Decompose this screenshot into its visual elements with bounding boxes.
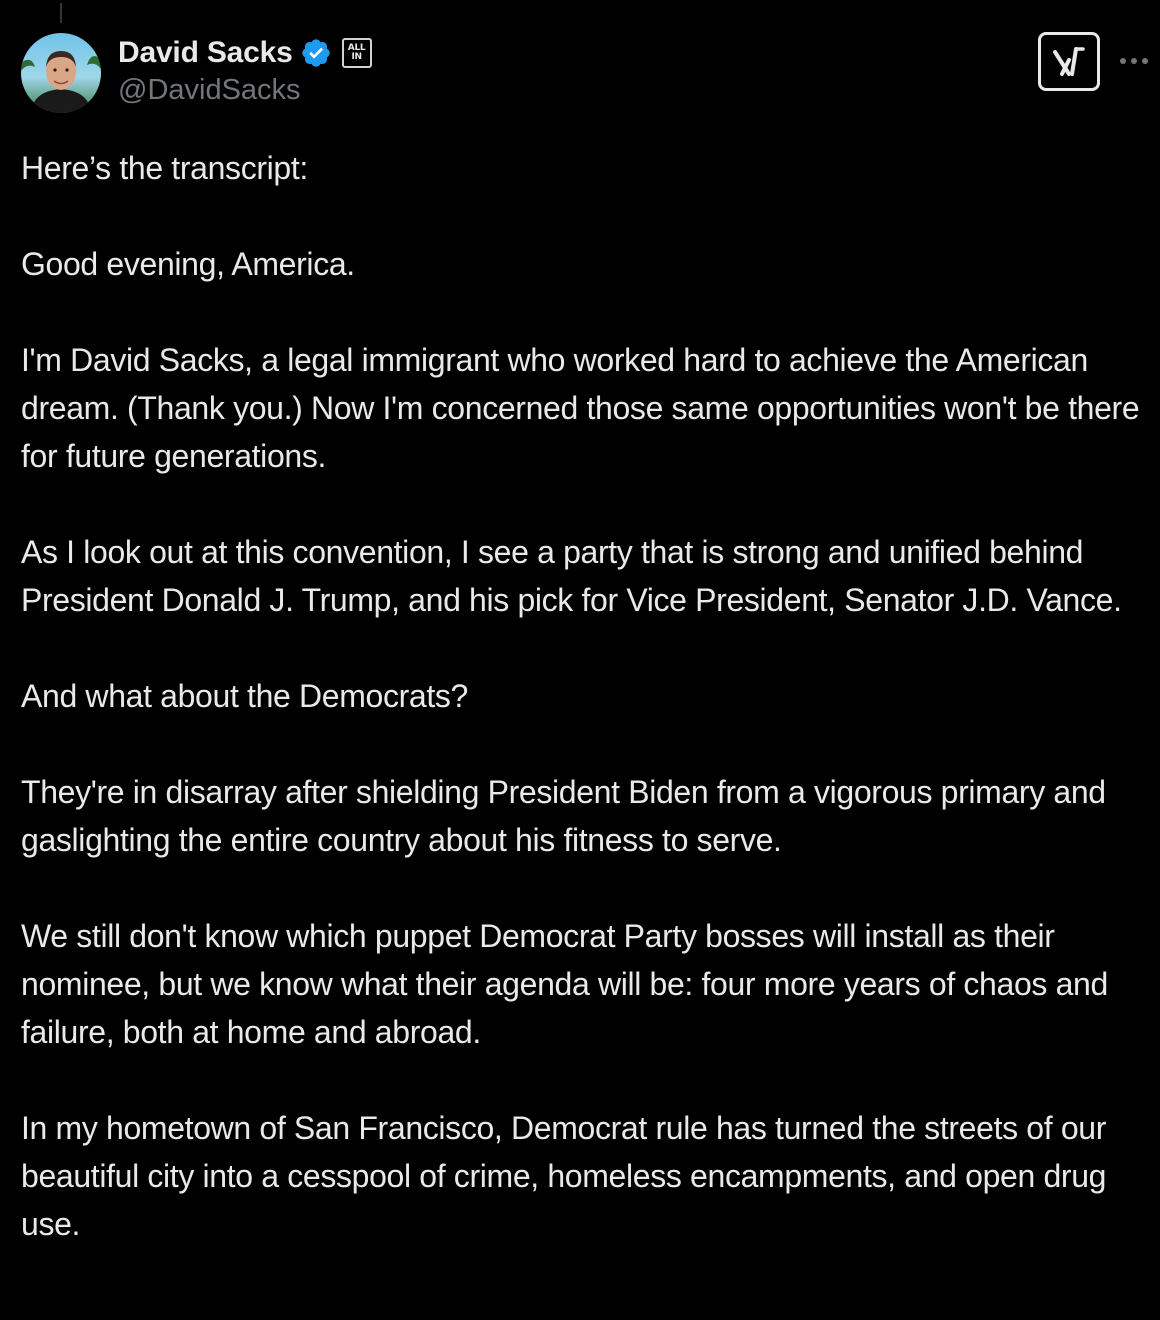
tweet-paragraph: I'm David Sacks, a legal immigrant who worked hard to achieve the American dream. (Thank you.) Now I'm concerned those same opportunities won't be there for future generations. [21, 342, 1140, 474]
tweet-paragraph: As I look out at this convention, I see a party that is strong and unified behind President Donald J. Trump, and his pick for Vice President, Senator J.D. Vance. [21, 534, 1122, 618]
tweet-paragraph: And what about the Democrats? [21, 678, 469, 714]
tweet-paragraph: Good evening, America. [21, 246, 355, 282]
verified-badge-icon[interactable] [300, 37, 332, 69]
grok-icon [1049, 43, 1089, 81]
avatar-photo [21, 33, 101, 113]
author-name-row [118, 32, 372, 74]
grok-button[interactable] [1038, 32, 1100, 91]
more-options-icon [1118, 57, 1150, 65]
tweet-paragraph: We still don't know which puppet Democrat Party bosses will install as their nominee, but we know what their agenda will be: four more years of chaos and failure, both at home and abroad. [21, 918, 1108, 1050]
tweet-text [21, 144, 1156, 1296]
author-display-name[interactable]: David Sacks [118, 36, 293, 69]
tweet-paragraph: In my hometown of San Francisco, Democrat rule has turned the streets of our beautiful city into a cesspool of crime, homeless encampments, and open drug use. [21, 1110, 1107, 1242]
thread-connector-line [60, 3, 62, 23]
affiliate-badge-line2: IN [351, 52, 362, 62]
tweet-paragraph: Here’s the transcript: [21, 150, 308, 186]
author-handle[interactable]: @DavidSacks [118, 74, 301, 106]
more-options-button[interactable] [1116, 46, 1152, 76]
avatar[interactable] [21, 33, 101, 113]
affiliate-badge-line1: ALL [347, 43, 366, 53]
tweet-paragraph: They're in disarray after shielding President Biden from a vigorous primary and gaslighting the entire country about his fitness to serve. [21, 774, 1106, 858]
affiliate-badge-icon[interactable] [342, 38, 372, 68]
